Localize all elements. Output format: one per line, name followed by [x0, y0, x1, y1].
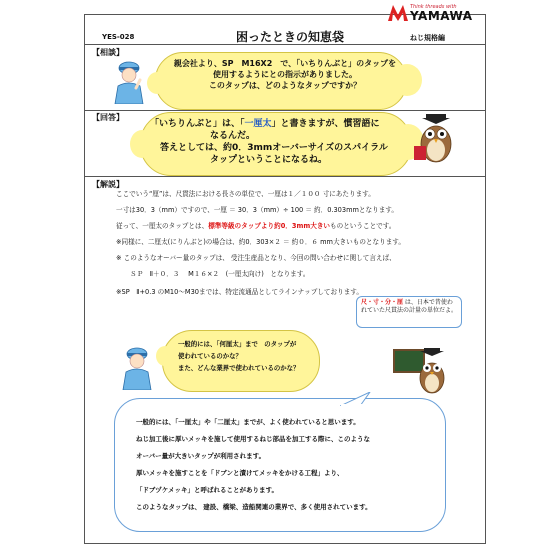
explain-line: 従って、一厘太のタップとは、標準等級のタップより約0．3mm大きいものということです。	[116, 222, 396, 230]
explain-line: 一寸は30．3（mm）ですので、一厘 ＝ 30．3（mm）÷ 100 ＝ 約．0.303mmとなります。	[116, 206, 398, 214]
worker-thinking-icon	[110, 56, 148, 104]
explain-line: ※同様に、二厘太(にりんぶと)の場合は、約0．303×２ ＝ 約０．６ mm大きいものとなります。	[116, 238, 405, 246]
consult-text: 親会社より、SP M16X2 で、「いちりんぶと」のタップを 使用するようにとの指示がありました。 このタップは、どのようなタップですか？	[173, 59, 397, 90]
header-divider	[84, 44, 486, 45]
logo-name: YAMAWA	[410, 9, 473, 23]
question2-text: 一般的には、「何厘太」まで のタップが 使われているのかな？ また、どんな業界で使われているのかな？	[178, 340, 300, 372]
document-id: YES-028	[102, 33, 135, 41]
category-label: ねじ規格編	[410, 34, 445, 42]
answer-section-label: 【回答】	[92, 113, 124, 122]
yamawa-logo-icon	[388, 5, 408, 21]
answer-text: 「いちりんぶと」は、「一厘太」と書きますが、慣習語に なるんだ。 答えとしては、約0．3mmオーバーサイズのスパイラル タップということになるね。	[150, 119, 388, 165]
question2-bubble-lobe	[156, 346, 174, 366]
page-title: 困ったときの知恵袋	[235, 30, 344, 44]
unit-note-text: 尺・寸・分・厘 は、日本で昔使われていた尺貫法の計量の単位だよ。	[361, 299, 458, 314]
explain-line: ※ このようなオーバー量のタップは、 受注生産品となり、今回の問い合わせに関して言えば、	[116, 254, 396, 262]
consult-section-label: 【相談】	[92, 48, 124, 57]
explain-line: ＳＰ Ⅱ＋０．３ M１６×２ (一厘太向け) となります。	[130, 270, 310, 278]
section-divider	[84, 176, 486, 177]
final-answer-text: 一般的には、「一厘太」や「二厘太」までが、よく使われていると思います。 ねじ加工後に厚いメッキを施して使用するねじ部品を加工する際に、このような オーバー量が大きいタップが利用されます。 厚いメッキを施すことを「ドブンと漬けてメッキをかける工程」より、 「ドブヅケメッキ」と呼ばれることがあります。 このようなタップは、 建設、橋梁、造船関連の業界で、多く使用されています。	[136, 418, 372, 511]
logo-tagline: Think threads with	[410, 4, 457, 10]
explain-section-label: 【解説】	[92, 180, 124, 189]
explain-line: ※SP Ⅱ+0.3 のM10～M30までは、特定流通品としてラインナップしております。	[116, 288, 363, 296]
owl-blackboard-icon	[392, 346, 452, 400]
owl-teacher-icon	[412, 112, 460, 166]
worker-question-icon	[118, 342, 156, 390]
bubble-tail-icon	[340, 392, 380, 406]
explain-line: ここでいう“厘”は、尺貫法における長さの単位で、一厘は１／１００ 寸にあたります。	[116, 190, 375, 198]
section-divider	[84, 110, 486, 111]
